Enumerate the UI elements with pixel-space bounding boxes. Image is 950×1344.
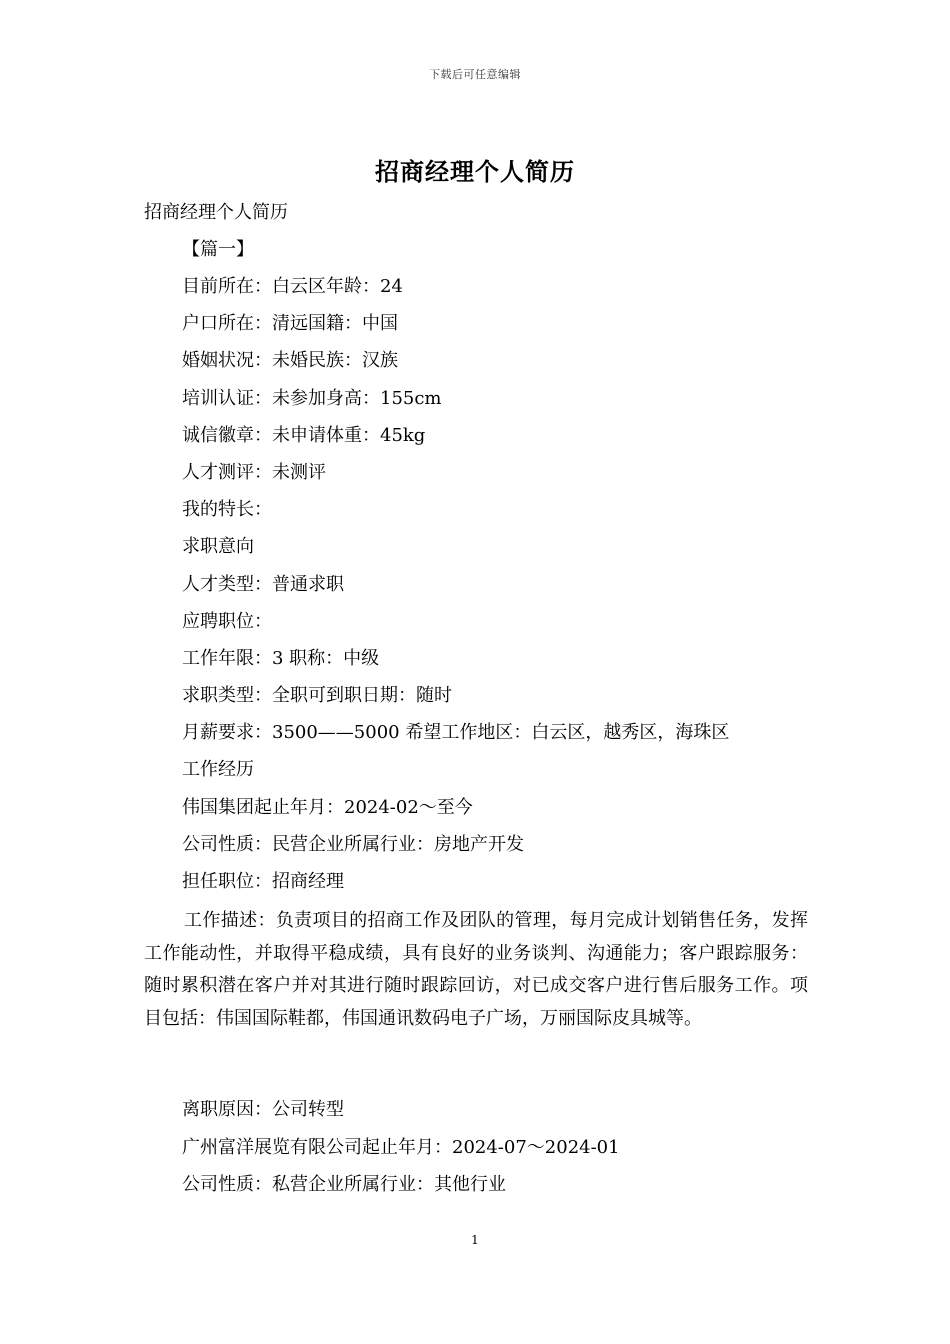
resume-line: 月薪要求：3500——5000 希望工作地区：白云区，越秀区，海珠区 — [182, 722, 730, 744]
resume-line: 应聘职位： — [182, 610, 272, 632]
resume-line: 公司性质：私营企业所属行业：其他行业 — [182, 1174, 506, 1195]
resume-lines — [182, 272, 822, 904]
resume-lines-after — [182, 1095, 822, 1208]
resume-line: 户口所在：清远国籍：中国 — [182, 313, 398, 335]
resume-line: 目前所在：白云区年龄：24 — [182, 276, 403, 297]
resume-line: 求职类型：全职可到职日期：随时 — [182, 685, 452, 707]
resume-line: 婚姻状况：未婚民族：汉族 — [182, 350, 398, 372]
resume-line: 诚信徽章：未申请体重：45kg — [182, 424, 426, 446]
resume-line: 工作经历 — [182, 759, 254, 781]
resume-line: 公司性质：民营企业所属行业：房地产开发 — [182, 833, 524, 855]
resume-line: 伟国集团起止年月：2024-02～至今 — [182, 796, 473, 818]
work-description: 工作描述：负责项目的招商工作及团队的管理，每月完成计划销售任务，发挥工作能动性，并取得平稳成绩，具有良好的业务谈判、沟通能力；客户跟踪服务：随时累积潜在客户并对其进行随时跟踪回访，对已成交客户进行售后服务工作。项目包括：伟国国际鞋都，伟国通讯数码电子广场，万丽国际皮具城等。 — [144, 910, 808, 1029]
resume-line: 人才测评：未测评 — [182, 461, 326, 483]
header-note: 下载后可任意编辑 — [429, 68, 521, 81]
resume-line: 广州富洋展览有限公司起止年月：2024-07～2024-01 — [182, 1136, 620, 1158]
resume-line: 培训认证：未参加身高：155cm — [182, 387, 442, 409]
document-subtitle: 招商经理个人简历 — [144, 202, 288, 223]
resume-line: 我的特长： — [182, 499, 272, 521]
resume-line: 工作年限：3 职称：中级 — [182, 647, 380, 669]
resume-line: 人才类型：普通求职 — [182, 573, 344, 595]
section-label: 【篇一】 — [182, 239, 254, 260]
page-number: 1 — [471, 1233, 479, 1247]
resume-line: 求职意向 — [182, 536, 254, 558]
resume-line: 担任职位：招商经理 — [182, 871, 344, 892]
document-title: 招商经理个人简历 — [375, 157, 575, 186]
resume-line: 离职原因：公司转型 — [182, 1099, 344, 1120]
